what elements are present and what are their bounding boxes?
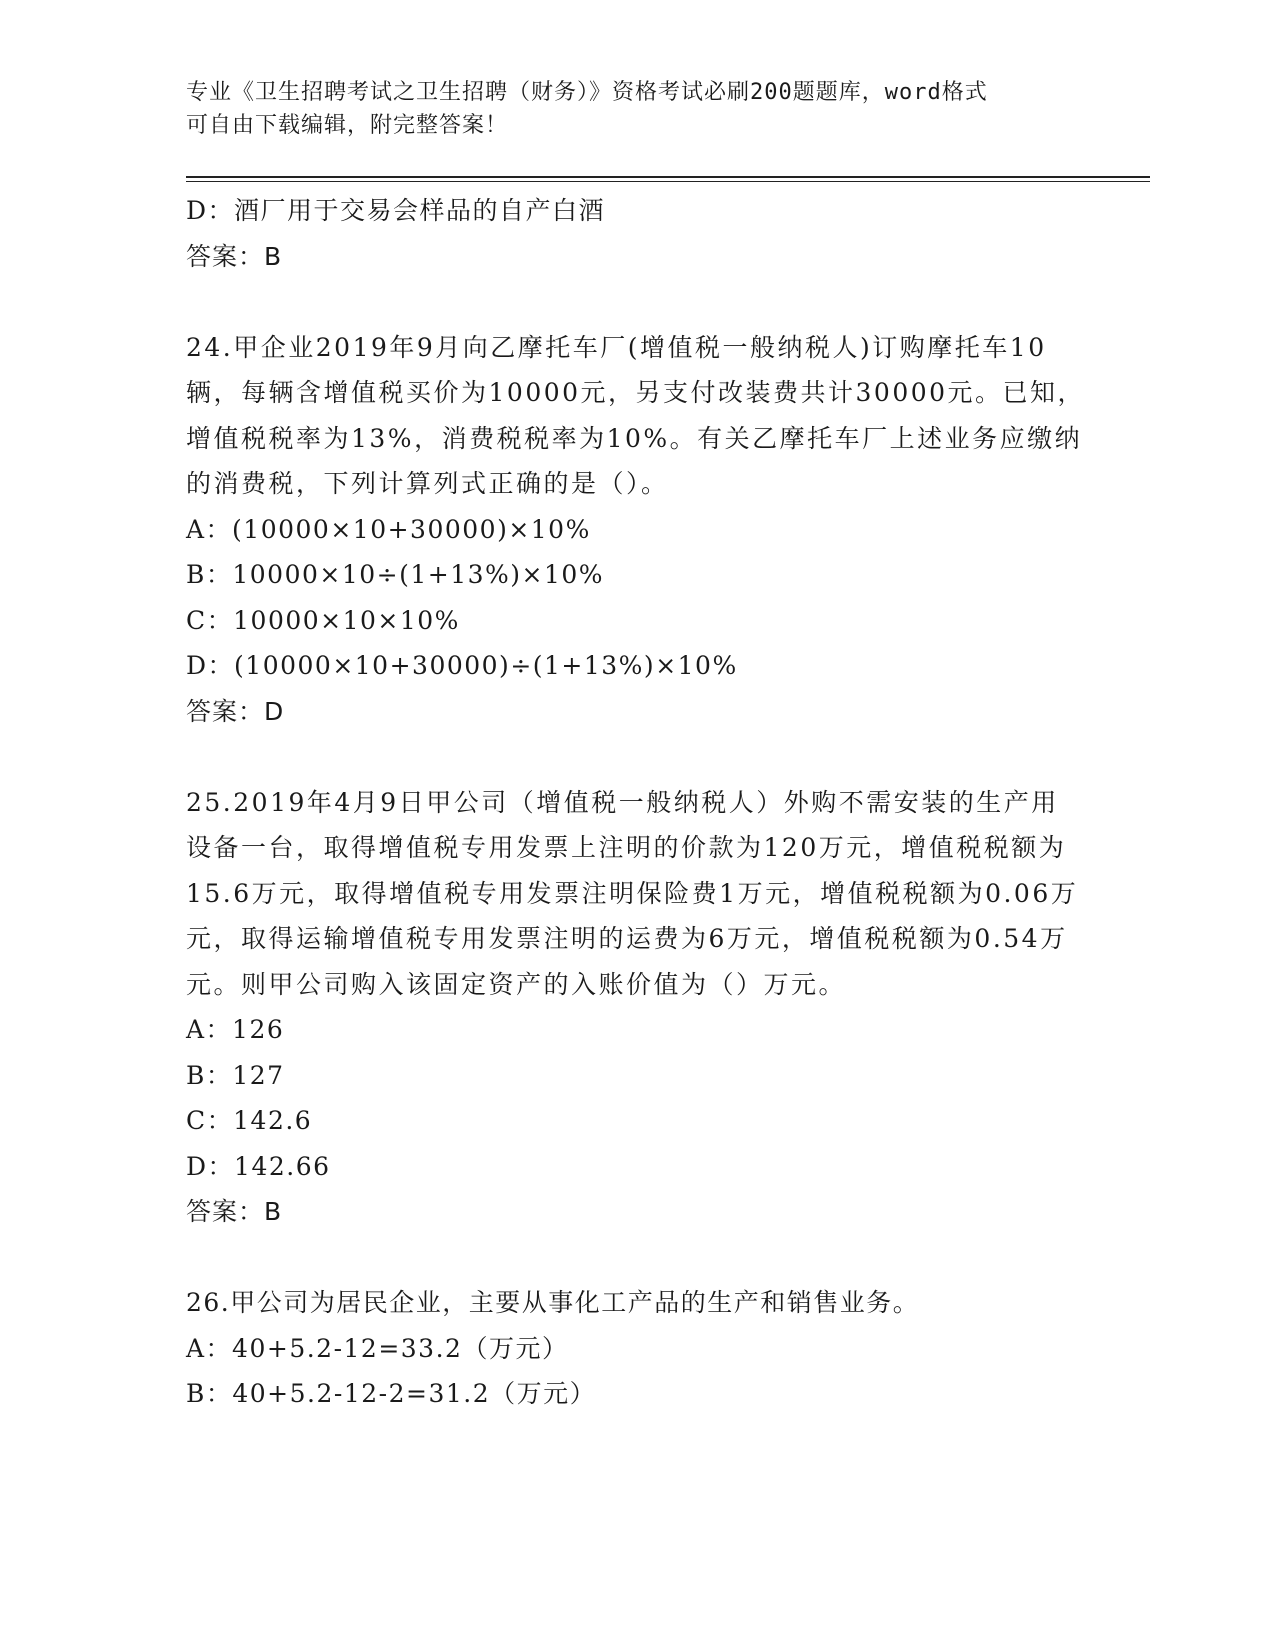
option-a: A：126 [186,1015,285,1044]
question-23-tail [186,188,1086,279]
spacer [186,734,1086,780]
option-d: D：142.66 [186,1151,331,1181]
document-body [186,188,1086,1417]
question-text: 25.2019年4月9日甲公司（增值税一般纳税人）外购不需安装的生产用设备一台，取得增值税专用发票上注明的价款为120万元，增值税税额为15.6万元，取得增值税专用发票注明保险费1万元，增值税税额为0.06万元，取得运输增值税专用发票注明的运费为6万元，增值税税额为0.54万元。则甲公司购入该固定资产的入账价值为（）万元。 [186,787,1079,999]
header-divider-thin [186,181,1150,182]
spacer [186,279,1086,325]
option-a: A：(10000×10+30000)×10% [186,514,591,544]
question-26 [186,1280,1086,1417]
option-d: D：(10000×10+30000)÷(1+13%)×10% [186,651,738,680]
option-d: D：酒厂用于交易会样品的自产白酒 [186,196,606,225]
document-header [186,76,1086,142]
question-text: 26.甲公司为居民企业，主要从事化工产品的生产和销售业务。 [186,1288,920,1317]
option-c: C：10000×10×10% [186,605,460,635]
question-25 [186,780,1086,1235]
answer-line: 答案：B [186,241,283,271]
option-b: B：40+5.2-12-2=31.2（万元） [186,1379,597,1408]
option-c: C：142.6 [186,1106,313,1135]
option-b: B：10000×10÷(1+13%)×10% [186,560,605,589]
answer-line: 答案：D [186,696,285,726]
question-24 [186,325,1086,735]
header-line-2: 可自由下载编辑，附完整答案！ [186,113,509,138]
header-divider-thick [186,176,1150,178]
question-text: 24.甲企业2019年9月向乙摩托车厂(增值税一般纳税人)订购摩托车10辆，每辆含增值税买价为10000元，另支付改装费共计30000元。已知，增值税税率为13%，消费税税率为10%。有关乙摩托车厂上述业务应缴纳的消费税，下列计算列式正确的是（）。 [186,332,1086,498]
option-b: B：127 [186,1060,285,1090]
header-line-1: 专业《卫生招聘考试之卫生招聘（财务）》资格考试必刷200题题库，word格式 [186,80,988,105]
spacer [186,1235,1086,1281]
option-a: A：40+5.2-12=33.2（万元） [186,1333,569,1363]
answer-line: 答案：B [186,1197,283,1226]
